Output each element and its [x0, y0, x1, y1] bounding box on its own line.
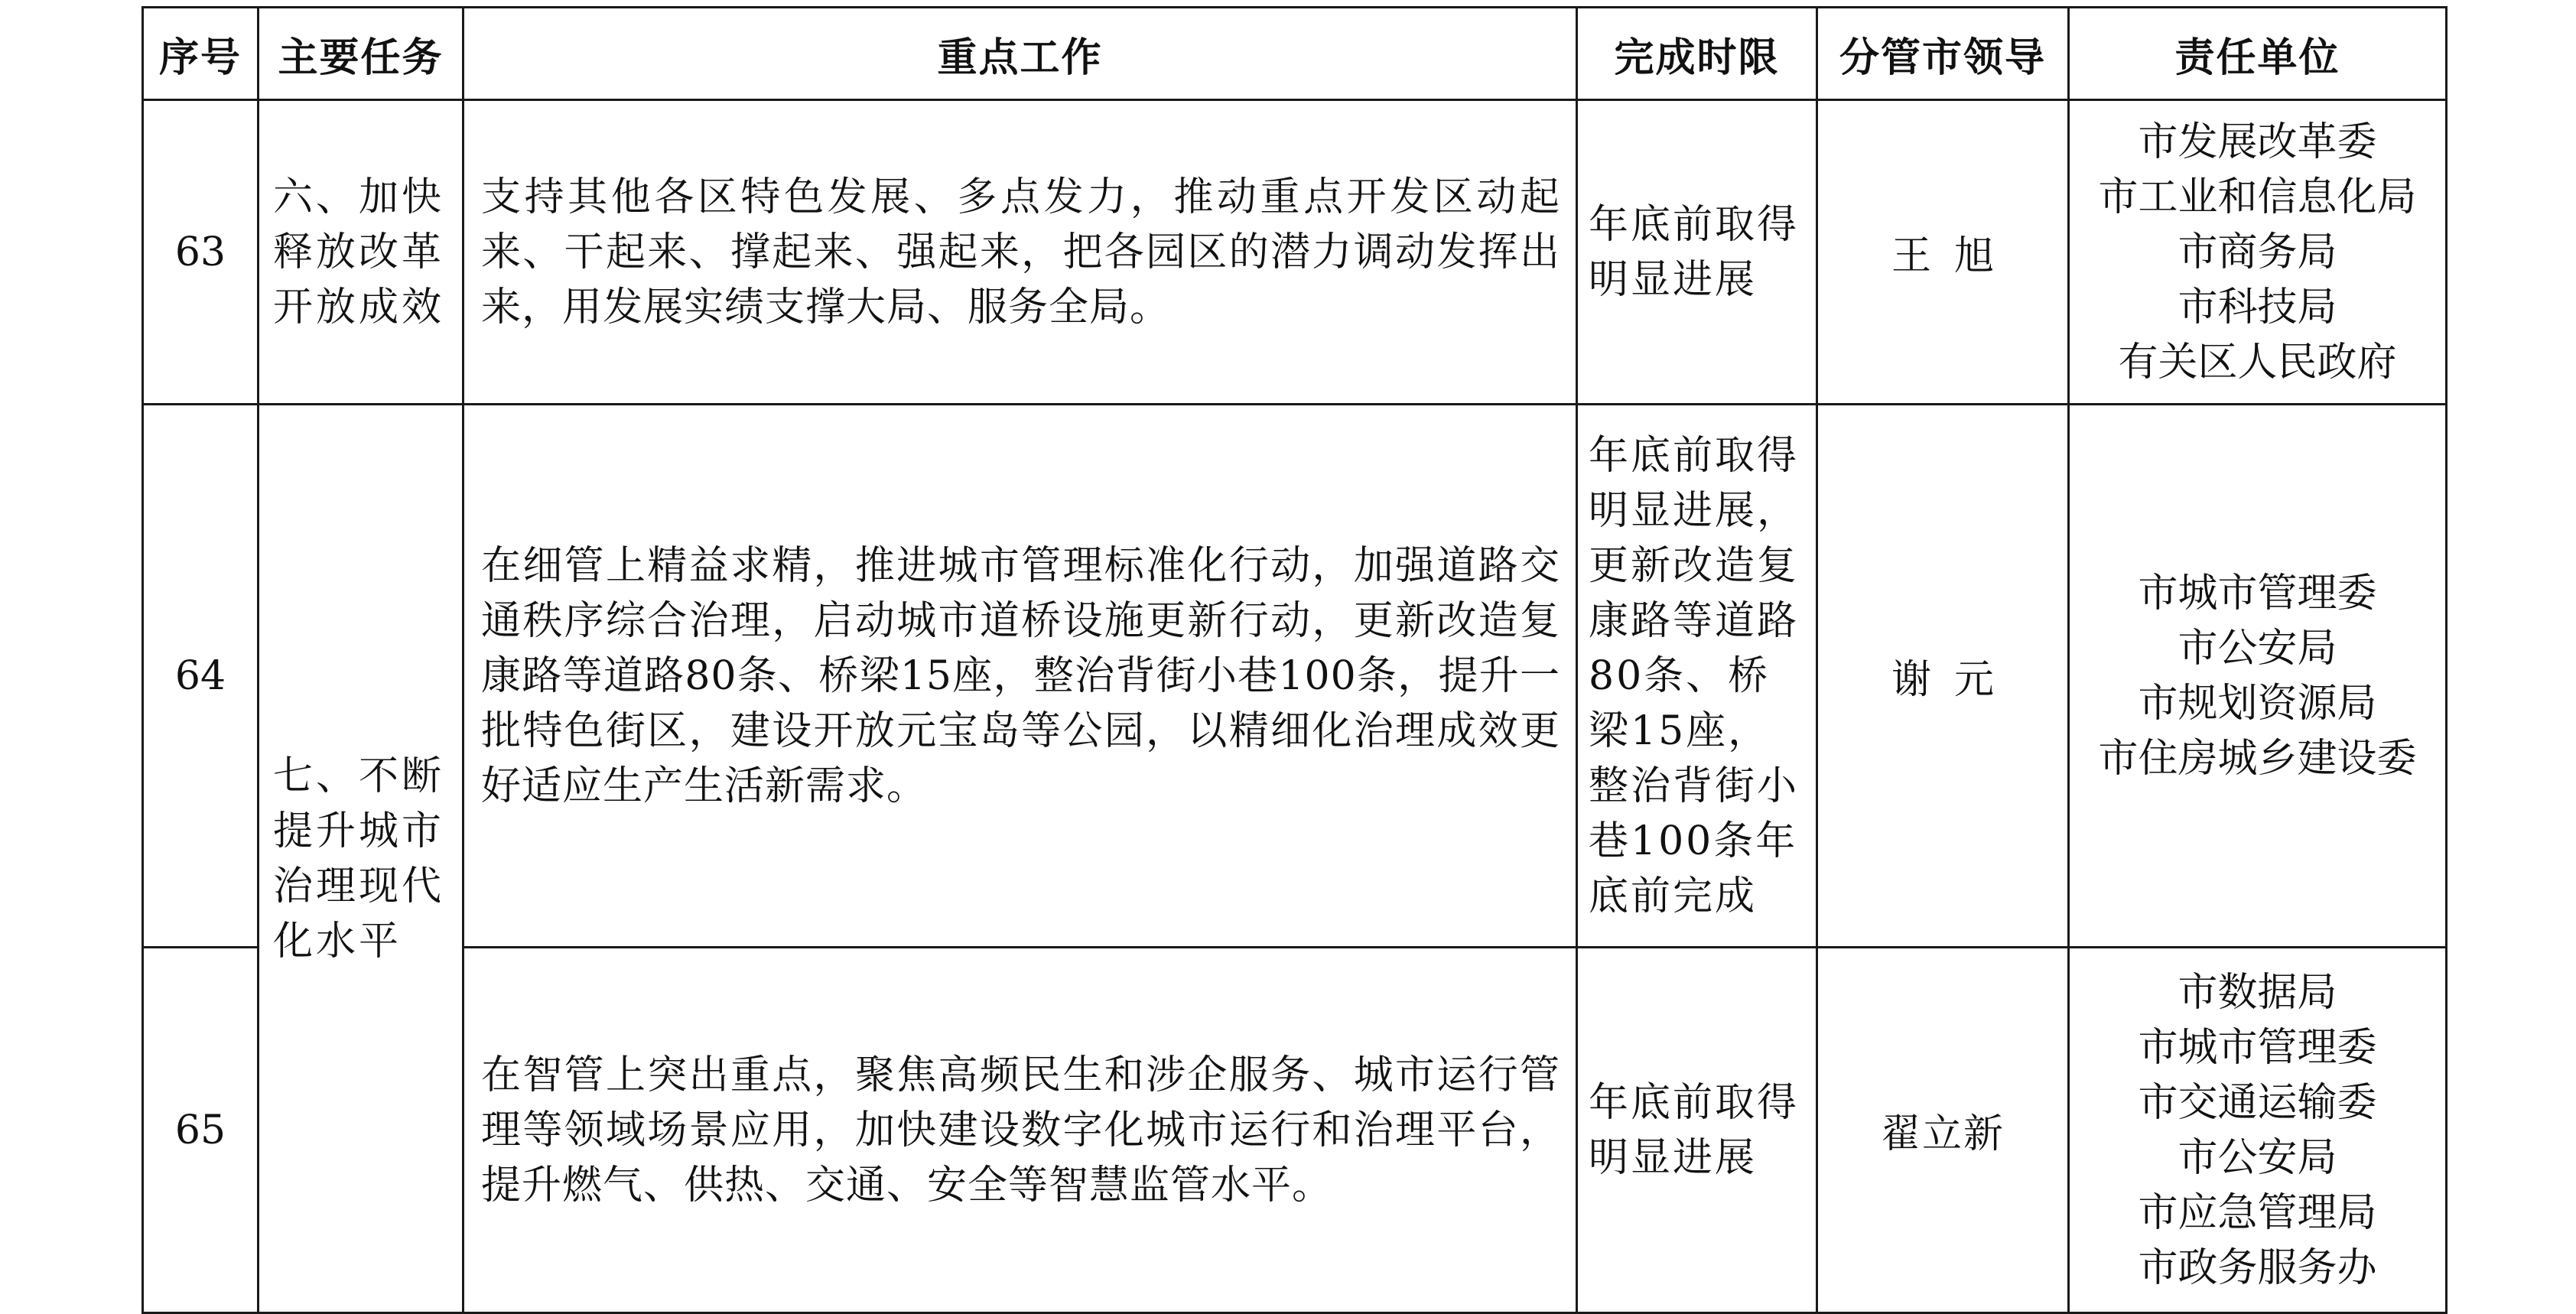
- unit-item: 有关区人民政府: [2118, 339, 2397, 385]
- unit-item: 市科技局: [2178, 284, 2337, 330]
- unit-item: 市数据局: [2178, 969, 2337, 1016]
- row-task: 七、不断提升城市治理现代化水平: [259, 405, 463, 1313]
- unit-item: 市工业和信息化局: [2098, 174, 2417, 220]
- row-leader: [1817, 948, 2069, 1313]
- unit-item: 市城市管理委: [2138, 570, 2377, 616]
- row-leader: [1817, 405, 2069, 948]
- row-units: [2069, 100, 2447, 405]
- header-leader: 分管市领导: [1817, 8, 2069, 100]
- header-deadline: 完成时限: [1577, 8, 1817, 100]
- row-deadline: 年底前取得明显进展: [1577, 948, 1817, 1313]
- header-work: 重点工作: [463, 8, 1577, 100]
- table-row: [143, 405, 2447, 948]
- unit-item: 市政务服务办: [2138, 1244, 2377, 1291]
- unit-item: 市商务局: [2178, 229, 2337, 275]
- task-table: [141, 6, 2448, 1314]
- row-seq: 65: [143, 948, 259, 1313]
- header-task: 主要任务: [259, 8, 463, 100]
- header-row: [143, 8, 2447, 100]
- unit-item: 市住房城乡建设委: [2098, 735, 2417, 782]
- row-seq: 63: [143, 100, 259, 405]
- row-units: [2069, 405, 2447, 948]
- unit-item: 市城市管理委: [2138, 1024, 2377, 1071]
- row-deadline: 年底前取得明显进展，更新改造复康路等道路80条、桥梁15座，整治背街小巷100条年底前完成: [1577, 405, 1817, 948]
- row-leader: [1817, 100, 2069, 405]
- row-task: 六、加快释放改革开放成效: [259, 100, 463, 405]
- unit-item: 市规划资源局: [2138, 680, 2377, 727]
- unit-item: 市发展改革委: [2138, 119, 2377, 165]
- row-seq: 64: [143, 405, 259, 948]
- row-work: 在智管上突出重点，聚焦高频民生和涉企服务、城市运行管理等领域场景应用，加快建设数字化城市运行和治理平台，提升燃气、供热、交通、安全等智慧监管水平。: [463, 948, 1577, 1313]
- row-work: 支持其他各区特色发展、多点发力，推动重点开发区动起来、干起来、撑起来、强起来，把各园区的潜力调动发挥出来，用发展实绩支撑大局、服务全局。: [463, 100, 1577, 405]
- unit-item: 市公安局: [2178, 625, 2337, 672]
- unit-item: 市交通运输委: [2138, 1079, 2377, 1126]
- leader-name: 翟立新: [1880, 1111, 2005, 1157]
- leader-name: 谢元: [1891, 657, 2017, 703]
- table-row: [143, 100, 2447, 405]
- row-deadline: 年底前取得明显进展: [1577, 100, 1817, 405]
- header-seq: 序号: [143, 8, 259, 100]
- unit-item: 市公安局: [2178, 1134, 2337, 1181]
- row-units: [2069, 948, 2447, 1313]
- leader-name: 王旭: [1891, 233, 2017, 279]
- table-row: [143, 948, 2447, 1313]
- unit-item: 市应急管理局: [2138, 1189, 2377, 1236]
- row-work: 在细管上精益求精，推进城市管理标准化行动，加强道路交通秩序综合治理，启动城市道桥设施更新行动，更新改造复康路等道路80条、桥梁15座，整治背街小巷100条，提升一批特色街区，建设开放元宝岛等公园，以精细化治理成效更好适应生产生活新需求。: [463, 405, 1577, 948]
- header-unit: 责任单位: [2069, 8, 2447, 100]
